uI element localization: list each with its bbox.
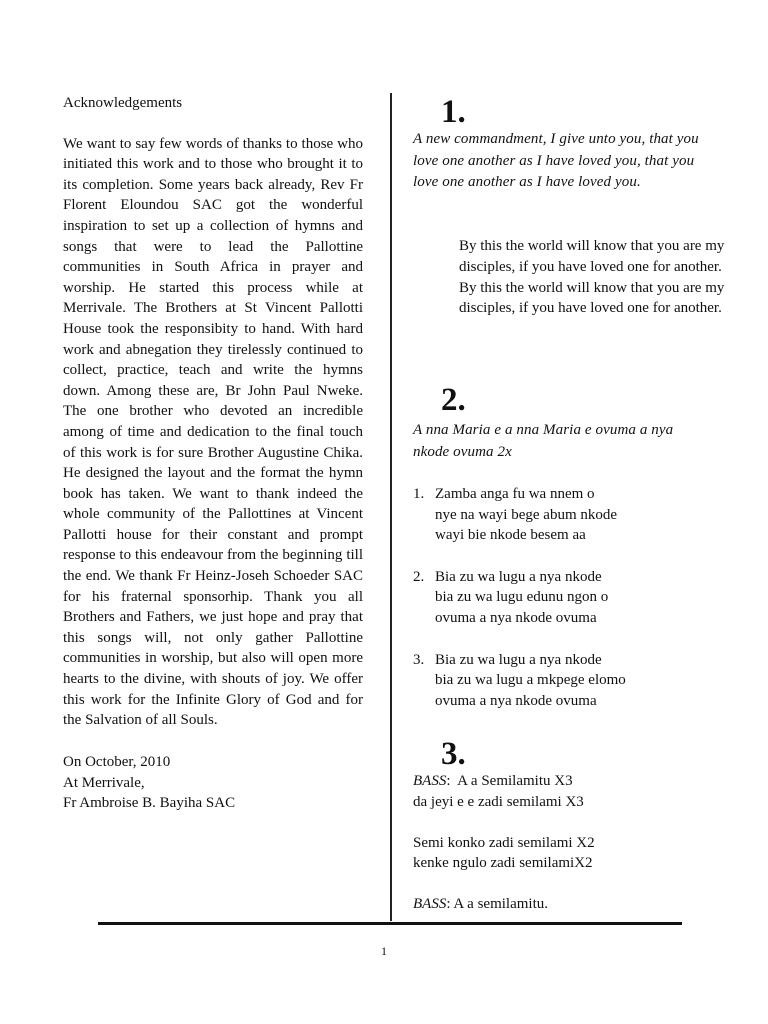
bass-text: A a semilamitu. — [453, 896, 548, 913]
signoff-date: On October, 2010 — [63, 753, 171, 770]
bass-label: BASS — [413, 896, 447, 913]
song-3-line: Semi konko zadi semilami X2 — [413, 834, 595, 851]
verse-line: nye na wayi bege abum nkode — [435, 506, 618, 523]
acknowledgements-title: Acknowledgements — [63, 95, 183, 111]
page-number: 1 — [381, 944, 387, 958]
verse-item — [413, 567, 733, 629]
column-divider — [390, 93, 392, 921]
verse-text: Bia zu wa lugu a nya nkode — [435, 568, 602, 585]
verse-line — [413, 650, 733, 671]
bass-text: A a Semilamitu X3 — [457, 773, 573, 789]
song-3-number: 3. — [441, 736, 466, 772]
footer-rule — [98, 922, 682, 925]
verse-line: bia zu wa lugu a mkpege elomo — [435, 672, 626, 689]
song-3-line: da jeyi e e zadi semilami X3 — [413, 793, 584, 810]
acknowledgements-section — [63, 93, 363, 814]
verse-line — [413, 567, 733, 588]
verse-line: bia zu wa lugu edunu ngon o — [435, 589, 609, 606]
verse-item — [413, 484, 733, 546]
acknowledgements-body: We want to say few words of thanks to those who initiated this work and to those who brought it to its completion. Some years back already, Rev Fr Florent Eloundou SAC got the wonderful inspiration to set up a collection of hymns and songs that were to lead the Pallottine communities in South Africa in prayer and worship. He started this process while at Merrivale. The Brothers at St Vincent Pallotti House took the responsibity to hand. With hard work and abnegation they tirelessly continued to collect, practice, teach and write the hymns down. Among these are, Br John Paul Nweke. The one brother who devoted an incredible among of time and dedication to the final touch of this work is for sure Brother Augustine Chika. He designed the layout and the format the hymn book has taken. We want to thank indeed the whole community of the Pallottines at Vincent Pallotti house for their constant and prompt response to this endeavour from the beginning till the end. We thank Fr Heinz-Joseh Schoeder SAC for his fraternal sponsorhip. Thank you all Brothers and Fathers, we just hope and pray that this songs will, not only gather Pallottine communities in worship, but also will open more hearts to the divine, with shouts of joy. We offer this work for the Infinite Glory of God and for the Salvation of all Souls. — [63, 135, 363, 729]
verse-line: ovuma a nya nkode ovuma — [435, 609, 597, 626]
song-1-intro: A new commandment, I give unto you, that you love one another as I have loved you, that you love one another as I have loved you. — [413, 131, 699, 190]
verse-line — [413, 484, 733, 505]
stanza-gap — [413, 813, 713, 833]
song-3-line: BASS: A a Semilamitu X3 — [413, 773, 573, 789]
verse-line: ovuma a nya nkode ovuma — [435, 692, 597, 709]
song-2-verses — [413, 484, 733, 732]
verse-marker: 2. — [413, 568, 425, 585]
song-1-chorus: By this the world will know that you are my disciples, if you have loved one for another. By this the world will know that you are my disciples, if you have loved one for another. — [459, 238, 725, 317]
verse-line: wayi bie nkode besem aa — [435, 527, 586, 544]
verse-text: Zamba anga fu wa nnem o — [435, 486, 595, 502]
verse-marker: 1. — [413, 486, 425, 502]
song-1-number: 1. — [441, 94, 466, 130]
song-2-refrain: A nna Maria e a nna Maria e ovuma a nya nkode ovuma 2x — [413, 422, 674, 460]
stanza-gap — [413, 874, 713, 894]
verse-item — [413, 650, 733, 712]
song-3-line: BASS: A a semilamitu. — [413, 896, 548, 913]
verse-marker: 3. — [413, 651, 425, 668]
signoff-block — [63, 752, 363, 814]
song-2-number: 2. — [441, 382, 466, 418]
signoff-author: Fr Ambroise B. Bayiha SAC — [63, 795, 236, 812]
verse-text: Bia zu wa lugu a nya nkode — [435, 651, 602, 668]
bass-label: BASS — [413, 773, 447, 789]
song-3-line: kenke ngulo zadi semilamiX2 — [413, 855, 593, 872]
signoff-place: At Merrivale, — [63, 774, 145, 791]
song-3-body — [413, 771, 713, 915]
